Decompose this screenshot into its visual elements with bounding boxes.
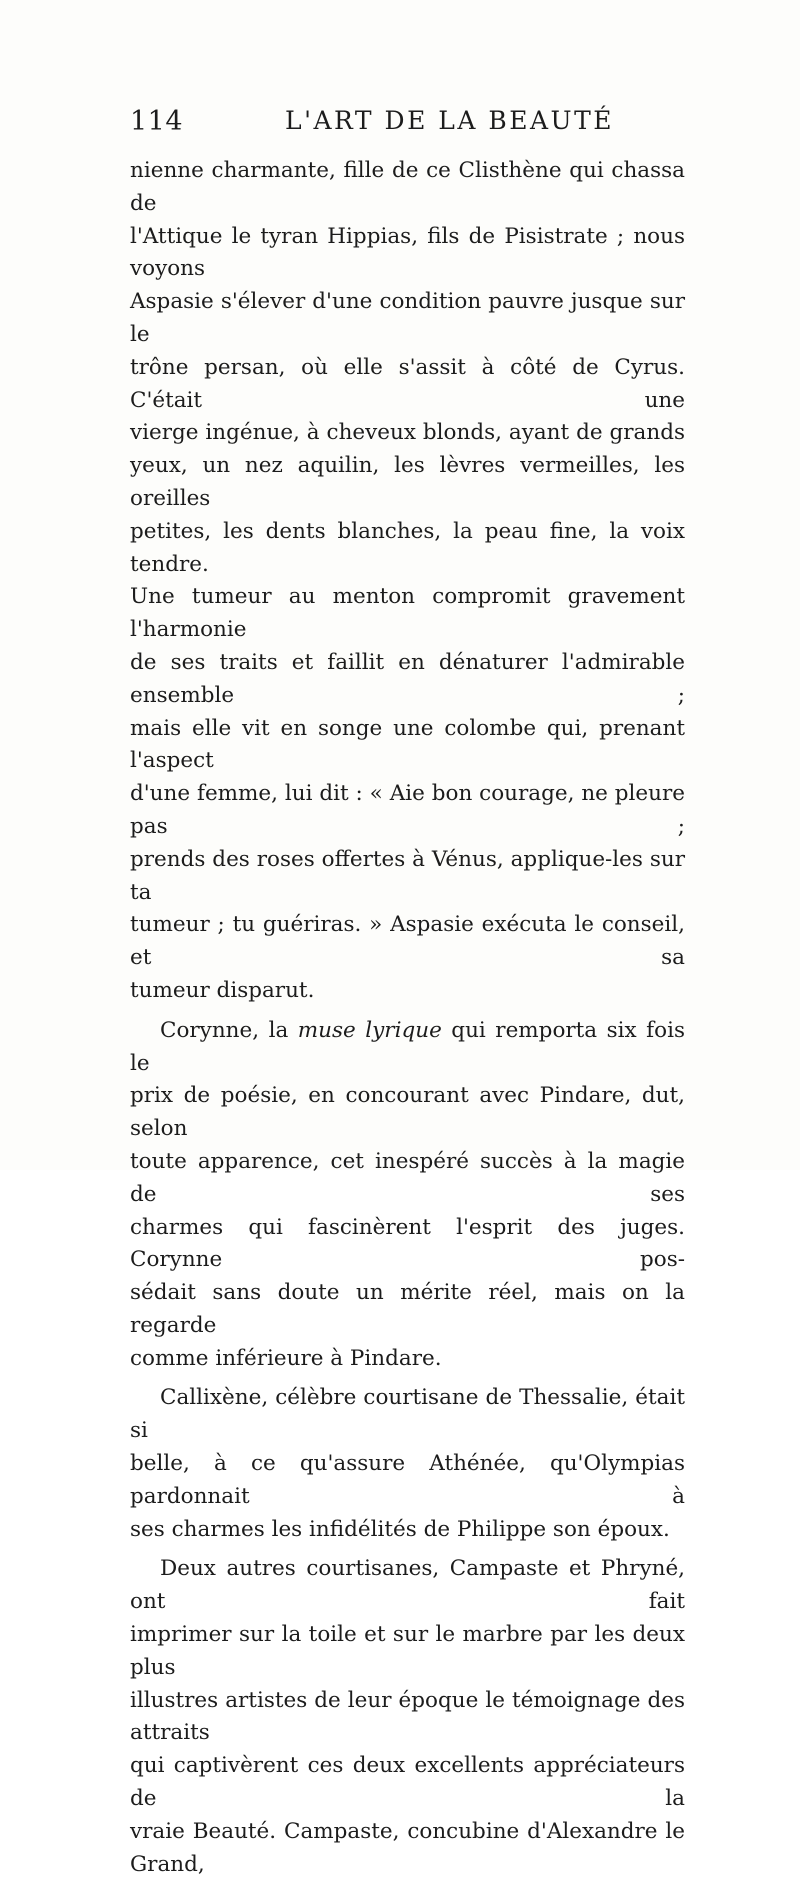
text-line: nienne charmante, fille de ce Clisthène qui chassa de: [130, 158, 685, 216]
text-line: trône persan, où elle s'assit à côté de Cyrus. C'était une: [130, 354, 685, 413]
text-line: Une tumeur au menton compromit gravement l'harmonie: [130, 584, 685, 643]
text-line: petites, les dents blanches, la peau fine, la voix tendre.: [130, 518, 685, 577]
text-line: yeux, un nez aquilin, les lèvres vermeilles, les oreilles: [130, 453, 685, 511]
text-line: belle, à ce qu'assure Athénée, qu'Olympias pardonnait à: [130, 1451, 685, 1509]
text-line: prends des roses offertes à Vénus, applique-les sur ta: [130, 846, 685, 905]
text-line: [130, 1015, 685, 1081]
text-line: charmes qui fascinèrent l'esprit des juges. Corynne pos-: [130, 1214, 685, 1273]
text-line: vierge ingénue, à cheveux blonds, ayant de grands: [130, 420, 685, 446]
text-line: Aspasie s'élever d'une condition pauvre jusque sur le: [130, 289, 685, 347]
paragraph-3: [130, 1382, 685, 1546]
text-line: sédait sans doute un mérite réel, mais on la regarde: [130, 1280, 685, 1338]
text-fragment: qui remporta six fois le: [130, 1017, 685, 1076]
page-number: 114: [130, 106, 184, 137]
body-text: [130, 155, 685, 1881]
text-line: illustres artistes de leur époque le témoignage des attraits: [130, 1687, 685, 1746]
text-line: comme inférieure à Pindare.: [130, 1345, 442, 1371]
paragraph-4: [130, 1553, 685, 1881]
page-header: [130, 106, 685, 146]
text-line: l'Attique le tyran Hippias, fils de Pisistrate ; nous voyons: [130, 223, 685, 282]
text-line: d'une femme, lui dit : « Aie bon courage, ne pleure pas ;: [130, 781, 685, 839]
text-line: de ses traits et faillit en dénaturer l'admirable ensemble ;: [130, 649, 685, 708]
text-line: Callixène, célèbre courtisane de Thessalie, était si: [130, 1385, 685, 1444]
text-line: prix de poésie, en concourant avec Pindare, dut, selon: [130, 1083, 685, 1142]
text-fragment: Corynne, la: [160, 1017, 298, 1043]
italic-phrase: muse lyrique: [297, 1017, 442, 1043]
text-line: ses charmes les infidélités de Philippe son époux.: [130, 1516, 670, 1542]
text-line: vraie Beauté. Campaste, concubine d'Alexandre le Grand,: [130, 1818, 685, 1877]
paragraph-1: [130, 155, 685, 1008]
text-line: toute apparence, cet inespéré succès à la magie de ses: [130, 1148, 685, 1207]
text-line: imprimer sur la toile et sur le marbre par les deux plus: [130, 1622, 685, 1680]
text-line: tumeur disparut.: [130, 977, 315, 1003]
text-line: mais elle vit en songe une colombe qui, prenant l'aspect: [130, 715, 685, 774]
text-line: qui captivèrent ces deux excellents appréciateurs de la: [130, 1753, 685, 1812]
paragraph-2: [130, 1015, 685, 1376]
text-line: tumeur ; tu guériras. » Aspasie exécuta le conseil, et sa: [130, 912, 685, 971]
text-line: Deux autres courtisanes, Campaste et Phryné, ont fait: [130, 1556, 685, 1615]
running-title: L'ART DE LA BEAUTÉ: [285, 106, 615, 135]
